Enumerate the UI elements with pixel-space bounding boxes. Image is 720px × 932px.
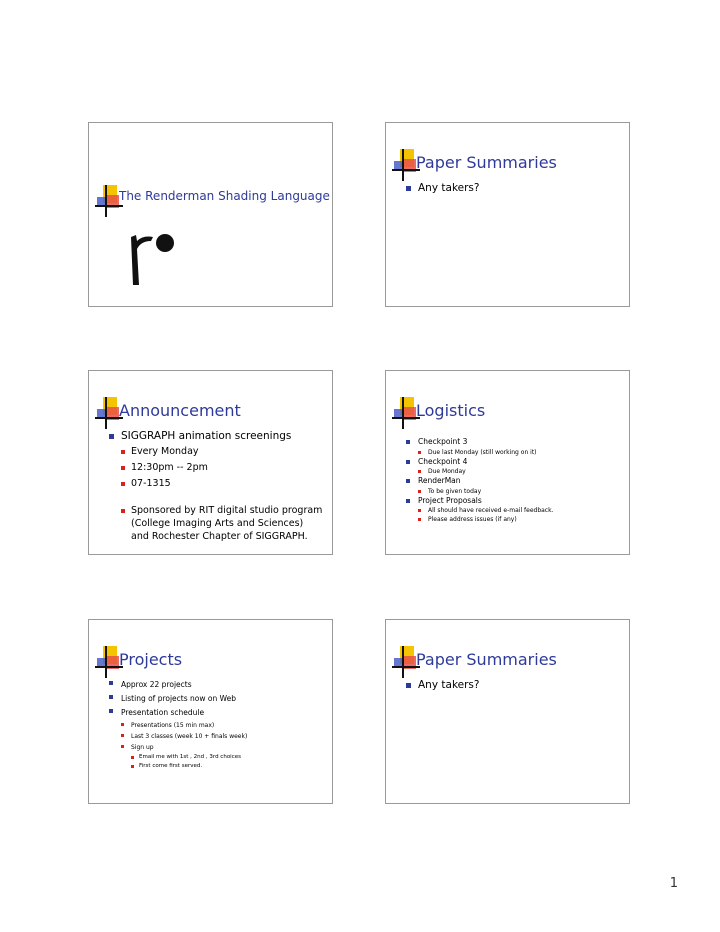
sub-bullet-item: Sponsored by RIT digital studio program (College Imaging Arts and Sciences) and Rochester Chapter of SIGGRAPH.	[109, 504, 324, 543]
slide-title-text: Projects	[119, 650, 183, 669]
sub-bullet-item: All should have received e-mail feedback.	[406, 506, 621, 515]
bullet-item: SIGGRAPH animation screenings	[109, 429, 324, 443]
bullet-item: Approx 22 projects	[109, 678, 324, 692]
sub-bullet-item: 12:30pm -- 2pm	[109, 461, 324, 474]
slide-paper-summaries	[385, 122, 630, 307]
sub-sub-bullet-item: First come first served.	[109, 762, 324, 771]
sub-bullet-item: Sign up	[109, 742, 324, 753]
bullet-item: Checkpoint 3	[406, 437, 621, 448]
bullet-item: RenderMan	[406, 476, 621, 487]
bullet-item: Listing of projects now on Web	[109, 692, 324, 706]
slide-title-text: The Renderman Shading Language	[119, 189, 330, 203]
sub-bullet-item: 07-1315	[109, 477, 324, 490]
sub-bullet-item: Due Monday	[406, 467, 621, 476]
sub-bullet-item: Every Monday	[109, 445, 324, 458]
page-number: 1	[669, 876, 678, 891]
bullet-item: Any takers?	[406, 181, 621, 195]
sub-bullet-item: To be given today	[406, 487, 621, 496]
bullet-item: Presentation schedule	[109, 706, 324, 720]
sub-bullet-item: Presentations (15 min max)	[109, 720, 324, 731]
slide-title	[88, 122, 333, 307]
sub-bullet-item: Last 3 classes (week 10 + finals week)	[109, 731, 324, 742]
bullet-item: Checkpoint 4	[406, 457, 621, 468]
slide-logistics	[385, 370, 630, 555]
slide-title-text: Announcement	[119, 401, 241, 420]
slide-title-text: Paper Summaries	[416, 153, 557, 172]
sub-bullet-item: Due last Monday (still working on it)	[406, 448, 621, 457]
slide-title-text: Logistics	[416, 401, 486, 420]
slide-projects	[88, 619, 333, 804]
sub-bullet-item: Please address issues (if any)	[406, 515, 621, 524]
slide-paper-summaries	[385, 619, 630, 804]
renderman-r-logo-icon	[121, 227, 181, 287]
bullet-item: Any takers?	[406, 678, 621, 692]
slide-announcement	[88, 370, 333, 555]
sub-sub-bullet-item: Email me with 1st , 2nd , 3rd choices	[109, 753, 324, 762]
slide-title-text: Paper Summaries	[416, 650, 557, 669]
bullet-item: Project Proposals	[406, 496, 621, 507]
